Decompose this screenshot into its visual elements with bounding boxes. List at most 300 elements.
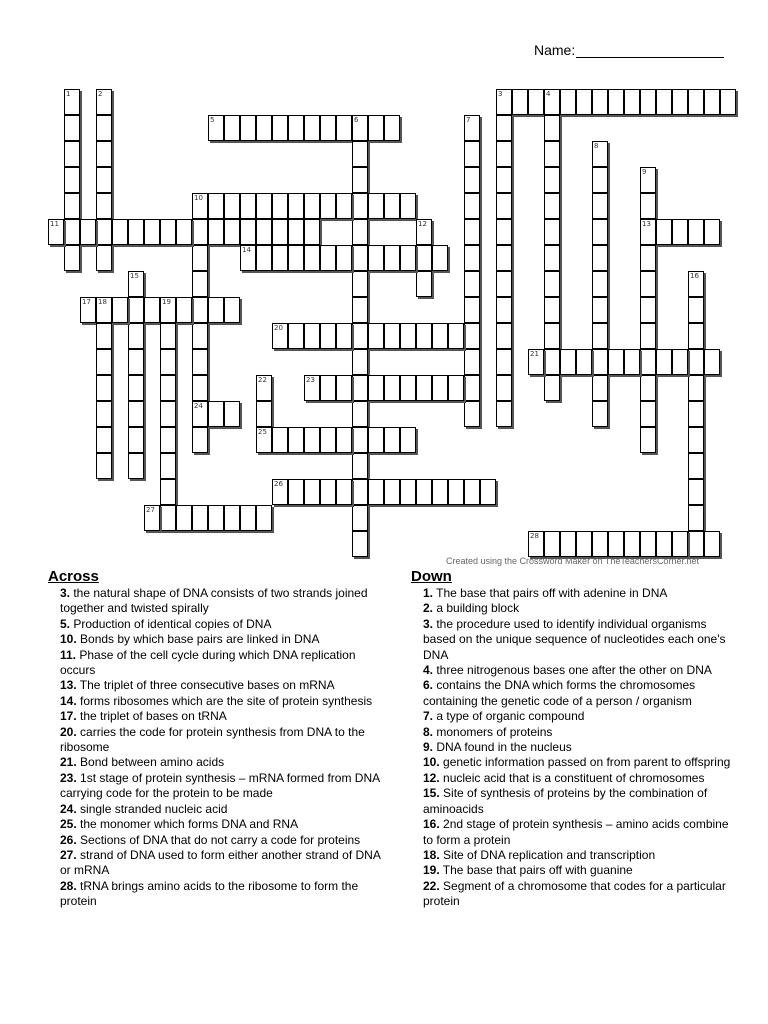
grid-cell[interactable]	[128, 323, 144, 349]
grid-cell[interactable]	[224, 297, 240, 323]
grid-cell[interactable]	[544, 141, 560, 167]
grid-cell[interactable]	[368, 427, 384, 453]
grid-cell[interactable]	[96, 401, 112, 427]
grid-cell[interactable]	[352, 323, 368, 349]
grid-cell[interactable]	[352, 505, 368, 531]
grid-cell[interactable]	[128, 219, 144, 245]
grid-cell[interactable]	[64, 141, 80, 167]
clue-number: 27.	[60, 847, 77, 862]
grid-cell[interactable]	[464, 167, 480, 193]
grid-cell[interactable]	[64, 245, 80, 271]
grid-cell[interactable]	[512, 89, 528, 115]
grid-cell[interactable]	[544, 271, 560, 297]
grid-cell[interactable]	[256, 193, 272, 219]
grid-cell[interactable]	[672, 531, 688, 557]
grid-cell[interactable]	[256, 427, 272, 453]
grid-cell[interactable]	[592, 323, 608, 349]
grid-cell[interactable]	[208, 115, 224, 141]
grid-cell[interactable]	[176, 297, 192, 323]
grid-cell[interactable]	[384, 115, 400, 141]
grid-cell[interactable]	[592, 271, 608, 297]
grid-cell[interactable]	[272, 427, 288, 453]
grid-cell[interactable]	[640, 323, 656, 349]
grid-cell[interactable]	[688, 349, 704, 375]
grid-cell[interactable]	[224, 401, 240, 427]
grid-cell[interactable]	[544, 193, 560, 219]
grid-cell[interactable]	[640, 375, 656, 401]
grid-cell[interactable]	[144, 219, 160, 245]
grid-cell[interactable]	[192, 505, 208, 531]
grid-cell[interactable]	[432, 245, 448, 271]
grid-cell[interactable]	[288, 479, 304, 505]
grid-cell[interactable]	[176, 219, 192, 245]
grid-cell[interactable]	[224, 219, 240, 245]
grid-cell[interactable]	[336, 193, 352, 219]
grid-cell[interactable]	[160, 427, 176, 453]
grid-cell[interactable]	[288, 245, 304, 271]
grid-cell[interactable]	[256, 505, 272, 531]
grid-cell[interactable]	[544, 115, 560, 141]
grid-cell[interactable]	[240, 219, 256, 245]
grid-cell[interactable]	[288, 219, 304, 245]
grid-cell[interactable]	[640, 297, 656, 323]
grid-cell[interactable]	[192, 427, 208, 453]
grid-cell[interactable]	[544, 245, 560, 271]
grid-cell[interactable]	[416, 323, 432, 349]
clue-number: 26.	[60, 832, 77, 847]
grid-cell[interactable]	[96, 453, 112, 479]
grid-cell[interactable]	[368, 115, 384, 141]
grid-cell[interactable]	[336, 479, 352, 505]
grid-cell[interactable]	[464, 375, 480, 401]
grid-cell[interactable]	[464, 479, 480, 505]
grid-cell[interactable]	[96, 245, 112, 271]
grid-cell[interactable]	[640, 349, 656, 375]
grid-cell[interactable]	[160, 323, 176, 349]
grid-cell[interactable]	[688, 427, 704, 453]
grid-cell[interactable]	[464, 297, 480, 323]
grid-cell[interactable]	[608, 89, 624, 115]
grid-cell[interactable]	[688, 219, 704, 245]
grid-cell[interactable]	[544, 219, 560, 245]
grid-cell[interactable]	[688, 89, 704, 115]
grid-cell[interactable]	[592, 89, 608, 115]
grid-cell[interactable]	[704, 89, 720, 115]
grid-cell[interactable]	[352, 349, 368, 375]
grid-cell[interactable]	[368, 323, 384, 349]
grid-cell[interactable]	[544, 297, 560, 323]
grid-cell[interactable]	[320, 323, 336, 349]
grid-cell[interactable]	[160, 349, 176, 375]
grid-cell[interactable]	[272, 323, 288, 349]
grid-cell[interactable]	[96, 115, 112, 141]
grid-cell[interactable]	[160, 219, 176, 245]
grid-cell[interactable]	[288, 427, 304, 453]
grid-cell[interactable]	[304, 375, 320, 401]
grid-cell[interactable]	[128, 453, 144, 479]
grid-cell[interactable]	[640, 167, 656, 193]
cell-number: 5	[210, 116, 215, 124]
grid-cell[interactable]	[272, 219, 288, 245]
clue-text: carries the code for protein synthesis from DNA to the ribosome	[60, 724, 365, 755]
grid-cell[interactable]	[96, 427, 112, 453]
grid-cell[interactable]	[176, 505, 192, 531]
clue-number: 2.	[423, 601, 434, 616]
grid-cell[interactable]	[160, 453, 176, 479]
clue-text: strand of DNA used to form either another strand of DNA or mRNA	[60, 847, 381, 878]
grid-cell[interactable]	[624, 89, 640, 115]
grid-cell[interactable]	[240, 115, 256, 141]
grid-cell[interactable]	[384, 245, 400, 271]
grid-cell[interactable]	[192, 271, 208, 297]
grid-cell[interactable]	[336, 115, 352, 141]
grid-cell[interactable]	[288, 323, 304, 349]
grid-cell[interactable]	[208, 219, 224, 245]
grid-cell[interactable]	[464, 115, 480, 141]
grid-cell[interactable]	[256, 375, 272, 401]
grid-cell[interactable]	[352, 115, 368, 141]
grid-cell[interactable]	[464, 271, 480, 297]
grid-cell[interactable]	[640, 89, 656, 115]
grid-cell[interactable]	[416, 479, 432, 505]
grid-cell[interactable]	[416, 375, 432, 401]
clue-text: The base that pairs off with guanine	[439, 863, 633, 878]
grid-cell[interactable]	[160, 505, 176, 531]
grid-cell[interactable]	[128, 375, 144, 401]
grid-cell[interactable]	[432, 375, 448, 401]
grid-cell[interactable]	[336, 245, 352, 271]
grid-cell[interactable]	[208, 505, 224, 531]
grid-cell[interactable]	[576, 349, 592, 375]
clue-number: 14.	[60, 693, 77, 708]
grid-cell[interactable]	[192, 401, 208, 427]
grid-cell[interactable]	[688, 479, 704, 505]
grid-cell[interactable]	[352, 401, 368, 427]
grid-cell[interactable]	[544, 531, 560, 557]
grid-cell[interactable]	[224, 193, 240, 219]
clue-number: 18.	[423, 847, 440, 862]
grid-cell[interactable]	[368, 193, 384, 219]
grid-cell[interactable]	[528, 531, 544, 557]
grid-cell[interactable]	[608, 531, 624, 557]
grid-cell[interactable]	[336, 427, 352, 453]
grid-cell[interactable]	[464, 141, 480, 167]
grid-cell[interactable]	[672, 89, 688, 115]
grid-cell[interactable]	[592, 401, 608, 427]
grid-cell[interactable]	[656, 349, 672, 375]
grid-cell[interactable]	[416, 245, 432, 271]
grid-cell[interactable]	[720, 89, 736, 115]
grid-cell[interactable]	[352, 375, 368, 401]
grid-cell[interactable]	[336, 323, 352, 349]
grid-cell[interactable]	[592, 297, 608, 323]
grid-cell[interactable]	[272, 115, 288, 141]
grid-cell[interactable]	[496, 271, 512, 297]
grid-cell[interactable]	[544, 349, 560, 375]
grid-cell[interactable]	[464, 219, 480, 245]
grid-cell[interactable]	[64, 219, 80, 245]
grid-cell[interactable]	[368, 245, 384, 271]
grid-cell[interactable]	[432, 479, 448, 505]
grid-cell[interactable]	[192, 349, 208, 375]
grid-cell[interactable]	[192, 375, 208, 401]
grid-cell[interactable]	[496, 193, 512, 219]
grid-cell[interactable]	[96, 141, 112, 167]
grid-cell[interactable]	[704, 219, 720, 245]
grid-cell[interactable]	[64, 115, 80, 141]
grid-cell[interactable]	[304, 115, 320, 141]
grid-cell[interactable]	[688, 401, 704, 427]
grid-cell[interactable]	[688, 453, 704, 479]
grid-cell[interactable]	[320, 115, 336, 141]
grid-cell[interactable]	[448, 479, 464, 505]
grid-cell[interactable]	[64, 167, 80, 193]
grid-cell[interactable]	[464, 349, 480, 375]
grid-cell[interactable]	[496, 297, 512, 323]
grid-cell[interactable]	[416, 271, 432, 297]
grid-cell[interactable]	[592, 141, 608, 167]
grid-cell[interactable]	[160, 401, 176, 427]
grid-cell[interactable]	[192, 323, 208, 349]
grid-cell[interactable]	[64, 193, 80, 219]
grid-cell[interactable]	[144, 297, 160, 323]
grid-cell[interactable]	[128, 427, 144, 453]
grid-cell[interactable]	[496, 141, 512, 167]
grid-cell[interactable]	[400, 427, 416, 453]
grid-cell[interactable]	[224, 115, 240, 141]
grid-cell[interactable]	[320, 427, 336, 453]
grid-cell[interactable]	[272, 245, 288, 271]
grid-cell[interactable]	[160, 375, 176, 401]
cell-number: 18	[98, 298, 107, 306]
grid-cell[interactable]	[320, 479, 336, 505]
grid-cell[interactable]	[464, 245, 480, 271]
grid-cell[interactable]	[656, 219, 672, 245]
grid-cell[interactable]	[704, 349, 720, 375]
grid-cell[interactable]	[448, 375, 464, 401]
grid-cell[interactable]	[400, 193, 416, 219]
grid-cell[interactable]	[640, 193, 656, 219]
grid-cell[interactable]	[688, 323, 704, 349]
grid-cell[interactable]	[592, 531, 608, 557]
grid-cell[interactable]	[240, 505, 256, 531]
grid-cell[interactable]	[112, 219, 128, 245]
grid-cell[interactable]	[544, 89, 560, 115]
grid-cell[interactable]	[352, 193, 368, 219]
grid-cell[interactable]	[192, 219, 208, 245]
grid-cell[interactable]	[208, 401, 224, 427]
grid-cell[interactable]	[464, 193, 480, 219]
grid-cell[interactable]	[256, 219, 272, 245]
grid-cell[interactable]	[96, 323, 112, 349]
cell-number: 24	[194, 402, 203, 410]
grid-cell[interactable]	[592, 349, 608, 375]
grid-cell[interactable]	[256, 245, 272, 271]
grid-cell[interactable]	[384, 479, 400, 505]
grid-cell[interactable]	[640, 219, 656, 245]
grid-cell[interactable]	[688, 375, 704, 401]
grid-cell[interactable]	[496, 219, 512, 245]
grid-cell[interactable]	[192, 193, 208, 219]
grid-cell[interactable]	[160, 479, 176, 505]
grid-cell[interactable]	[592, 167, 608, 193]
grid-cell[interactable]	[256, 401, 272, 427]
grid-cell[interactable]	[688, 297, 704, 323]
grid-cell[interactable]	[640, 427, 656, 453]
grid-cell[interactable]	[304, 219, 320, 245]
grid-cell[interactable]	[560, 89, 576, 115]
grid-cell[interactable]	[96, 349, 112, 375]
grid-cell[interactable]	[432, 323, 448, 349]
grid-cell[interactable]	[640, 531, 656, 557]
grid-cell[interactable]	[352, 141, 368, 167]
grid-cell[interactable]	[400, 245, 416, 271]
clue-number: 1.	[423, 586, 434, 600]
grid-cell[interactable]	[704, 531, 720, 557]
grid-cell[interactable]	[592, 245, 608, 271]
grid-cell[interactable]	[80, 219, 96, 245]
grid-cell[interactable]	[592, 219, 608, 245]
clue-number: 7.	[423, 709, 434, 724]
grid-cell[interactable]	[496, 349, 512, 375]
grid-cell[interactable]	[320, 245, 336, 271]
grid-cell[interactable]	[368, 479, 384, 505]
grid-cell[interactable]	[240, 193, 256, 219]
grid-cell[interactable]	[496, 167, 512, 193]
grid-cell[interactable]	[304, 479, 320, 505]
grid-cell[interactable]	[112, 297, 128, 323]
grid-cell[interactable]	[496, 115, 512, 141]
grid-cell[interactable]	[384, 427, 400, 453]
grid-cell[interactable]	[448, 323, 464, 349]
grid-cell[interactable]	[352, 531, 368, 557]
grid-cell[interactable]	[496, 401, 512, 427]
grid-cell[interactable]	[688, 271, 704, 297]
grid-cell[interactable]	[624, 531, 640, 557]
grid-cell[interactable]	[688, 531, 704, 557]
grid-cell[interactable]	[528, 89, 544, 115]
grid-cell[interactable]	[160, 297, 176, 323]
grid-cell[interactable]	[208, 193, 224, 219]
grid-cell[interactable]	[576, 89, 592, 115]
grid-cell[interactable]	[624, 349, 640, 375]
grid-cell[interactable]	[128, 349, 144, 375]
grid-cell[interactable]	[352, 453, 368, 479]
grid-cell[interactable]	[128, 401, 144, 427]
grid-cell[interactable]	[192, 245, 208, 271]
grid-cell[interactable]	[640, 401, 656, 427]
grid-cell[interactable]	[128, 271, 144, 297]
grid-cell[interactable]	[208, 297, 224, 323]
grid-cell[interactable]	[384, 193, 400, 219]
grid-cell[interactable]	[352, 271, 368, 297]
grid-cell[interactable]	[304, 427, 320, 453]
grid-cell[interactable]	[544, 323, 560, 349]
grid-cell[interactable]	[544, 375, 560, 401]
grid-cell[interactable]	[656, 531, 672, 557]
grid-cell[interactable]	[144, 505, 160, 531]
grid-cell[interactable]	[640, 271, 656, 297]
grid-cell[interactable]	[592, 193, 608, 219]
grid-cell[interactable]	[688, 505, 704, 531]
grid-cell[interactable]	[464, 401, 480, 427]
grid-cell[interactable]	[64, 89, 80, 115]
grid-cell[interactable]	[352, 427, 368, 453]
grid-cell[interactable]	[96, 219, 112, 245]
grid-cell[interactable]	[96, 89, 112, 115]
grid-cell[interactable]	[96, 297, 112, 323]
grid-cell[interactable]	[128, 297, 144, 323]
grid-cell[interactable]	[400, 479, 416, 505]
grid-cell[interactable]	[608, 349, 624, 375]
grid-cell[interactable]	[352, 245, 368, 271]
grid-cell[interactable]	[672, 349, 688, 375]
grid-cell[interactable]	[272, 479, 288, 505]
grid-cell[interactable]	[240, 245, 256, 271]
clue-text: a type of organic compound	[433, 709, 585, 724]
grid-cell[interactable]	[560, 349, 576, 375]
grid-cell[interactable]	[656, 89, 672, 115]
grid-cell[interactable]	[96, 375, 112, 401]
grid-cell[interactable]	[304, 245, 320, 271]
grid-cell[interactable]	[304, 323, 320, 349]
grid-cell[interactable]	[288, 193, 304, 219]
grid-cell[interactable]	[496, 323, 512, 349]
cell-number: 3	[498, 90, 503, 98]
grid-cell[interactable]	[368, 375, 384, 401]
grid-cell[interactable]	[496, 245, 512, 271]
grid-cell[interactable]	[288, 115, 304, 141]
grid-cell[interactable]	[336, 375, 352, 401]
grid-cell[interactable]	[400, 323, 416, 349]
grid-cell[interactable]	[480, 479, 496, 505]
grid-cell[interactable]	[320, 193, 336, 219]
grid-cell[interactable]	[576, 531, 592, 557]
grid-cell[interactable]	[384, 375, 400, 401]
cell-number: 8	[594, 142, 599, 150]
grid-cell[interactable]	[80, 297, 96, 323]
grid-cell[interactable]	[464, 323, 480, 349]
grid-cell[interactable]	[272, 193, 288, 219]
grid-cell[interactable]	[352, 219, 368, 245]
across-clue	[60, 678, 388, 693]
grid-cell[interactable]	[496, 375, 512, 401]
grid-cell[interactable]	[192, 297, 208, 323]
down-heading: Down	[411, 568, 452, 585]
grid-cell[interactable]	[352, 479, 368, 505]
grid-cell[interactable]	[224, 505, 240, 531]
grid-cell[interactable]	[256, 115, 272, 141]
grid-cell[interactable]	[592, 375, 608, 401]
grid-cell[interactable]	[352, 297, 368, 323]
grid-cell[interactable]	[496, 89, 512, 115]
grid-cell[interactable]	[544, 167, 560, 193]
grid-cell[interactable]	[48, 219, 64, 245]
grid-cell[interactable]	[320, 375, 336, 401]
grid-cell[interactable]	[384, 323, 400, 349]
grid-cell[interactable]	[672, 219, 688, 245]
grid-cell[interactable]	[640, 245, 656, 271]
grid-cell[interactable]	[304, 193, 320, 219]
grid-cell[interactable]	[352, 167, 368, 193]
grid-cell[interactable]	[96, 167, 112, 193]
grid-cell[interactable]	[96, 193, 112, 219]
grid-cell[interactable]	[400, 375, 416, 401]
grid-cell[interactable]	[560, 531, 576, 557]
grid-cell[interactable]	[528, 349, 544, 375]
down-clue	[423, 771, 731, 786]
grid-cell[interactable]	[416, 219, 432, 245]
